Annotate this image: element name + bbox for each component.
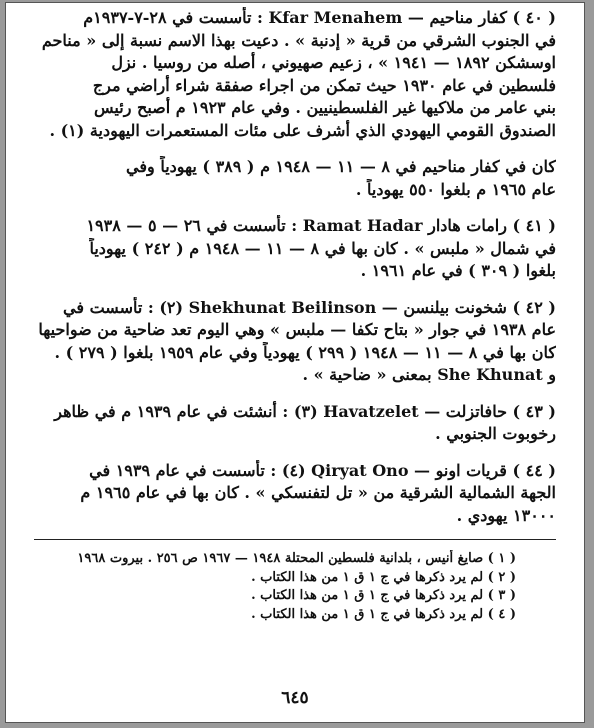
text-line: رخوبوت الجنوبي .	[435, 424, 556, 443]
text-line: الجهة الشمالية الشرقية من « تل لتفنسكي » . كان بها في عام ١٩٦٥ م	[80, 483, 556, 502]
text-line: كان في كفار مناحيم في ٨ — ١١ — ١٩٤٨ م ( ٣٨٩ ) يهودياً وفي	[126, 157, 556, 176]
entry-43	[34, 401, 556, 446]
text-line: ( ٤٠ ) كفار مناحيم — Kfar Menahem : تأسست في ٢٨-٧-١٩٣٧م	[83, 8, 556, 27]
text-line: بني عامر من ملاكيها غير الفلسطينيين . وفي عام ١٩٢٣ م أصبح رئيس	[94, 98, 556, 117]
text-line: اوسشكن ١٨٩٢ — ١٩٤١ » ، زعيم صهيوني ، أصله من روسيا . نزل	[111, 53, 556, 72]
footnote-separator	[34, 539, 556, 540]
footnote: ( ٢ ) لم يرد ذكرها في ج ١ ق ١ من هذا الكتاب .	[251, 569, 516, 585]
entry-41	[34, 215, 556, 283]
footnote: ( ١ ) صايغ أنيس ، بلدانية فلسطين المحتلة ١٩٤٨ — ١٩٦٧ ص ٢٥٦ . بيروت ١٩٦٨	[77, 551, 516, 566]
text-line: و She Khunat بمعنى « ضاحية » .	[302, 365, 556, 384]
document-page	[5, 2, 585, 723]
paragraph-gap	[34, 142, 556, 156]
paragraph-gap	[34, 201, 556, 215]
entry-44	[34, 460, 556, 528]
paragraph-gap	[34, 283, 556, 297]
text-line: ( ٤١ ) رامات هادار Ramat Hadar : تأسست في ٢٦ — ٥ — ١٩٣٨	[86, 216, 556, 235]
text-line: فلسطين في عام ١٩٣٠ حيث تمكن من اجراء صفقة شراء أراضي مرج	[92, 75, 556, 95]
text-line: ( ٤٤ ) قريات اونو — Qiryat Ono (٤) : تأسست في عام ١٩٣٩ في	[89, 460, 556, 480]
footnote: ( ٤ ) لم يرد ذكرها في ج ١ ق ١ من هذا الكتاب .	[251, 606, 516, 622]
footnotes	[34, 550, 556, 624]
text-line: في شمال « ملبس » . كان بها في ٨ — ١١ — ١٩٤٨ م ( ٢٤٢ ) يهودياً	[89, 238, 556, 258]
text-line: ( ٤٢ ) شخونت بيلنسن — Shekhunat Beilinson (٢) : تأسست في	[63, 297, 556, 317]
entry-40-population	[34, 156, 556, 201]
entry-42	[34, 297, 556, 387]
paragraph-gap	[34, 387, 556, 401]
page-body	[34, 7, 556, 624]
text-line: عام ١٩٦٥ م بلغوا ٥٥٠ يهودياً .	[355, 179, 556, 199]
text-line: بلغوا ( ٣٠٩ ) في عام ١٩٦١ .	[360, 261, 556, 280]
text-line: في الجنوب الشرقي من قرية « إدنبة » . دعيت بهذا الاسم نسبة إلى « مناحم	[41, 30, 556, 50]
page-number: ٦٤٥	[281, 688, 309, 708]
entry-40	[34, 7, 556, 142]
text-line: ١٣٠٠٠ يهودي .	[456, 505, 556, 525]
text-line: عام ١٩٣٨ في جوار « بتاح تكفا — ملبس » وهي اليوم تعد ضاحية من ضواحيها	[38, 320, 556, 339]
text-line: كان بها في ٨ — ١١ — ١٩٤٨ ( ٢٩٩ ) يهودياً وفي عام ١٩٥٩ بلغوا ( ٢٧٩ ) .	[54, 342, 556, 362]
text-line: الصندوق القومي اليهودي الذي أشرف على مئات المستعمرات اليهودية (١) .	[49, 120, 556, 140]
paragraph-gap	[34, 446, 556, 460]
text-line: ( ٤٣ ) حافاتزلت — Havatzelet (٣) : أنشئت في عام ١٩٣٩ م في ظاهر	[54, 401, 556, 421]
footnote: ( ٣ ) لم يرد ذكرها في ج ١ ق ١ من هذا الكتاب .	[251, 588, 516, 603]
